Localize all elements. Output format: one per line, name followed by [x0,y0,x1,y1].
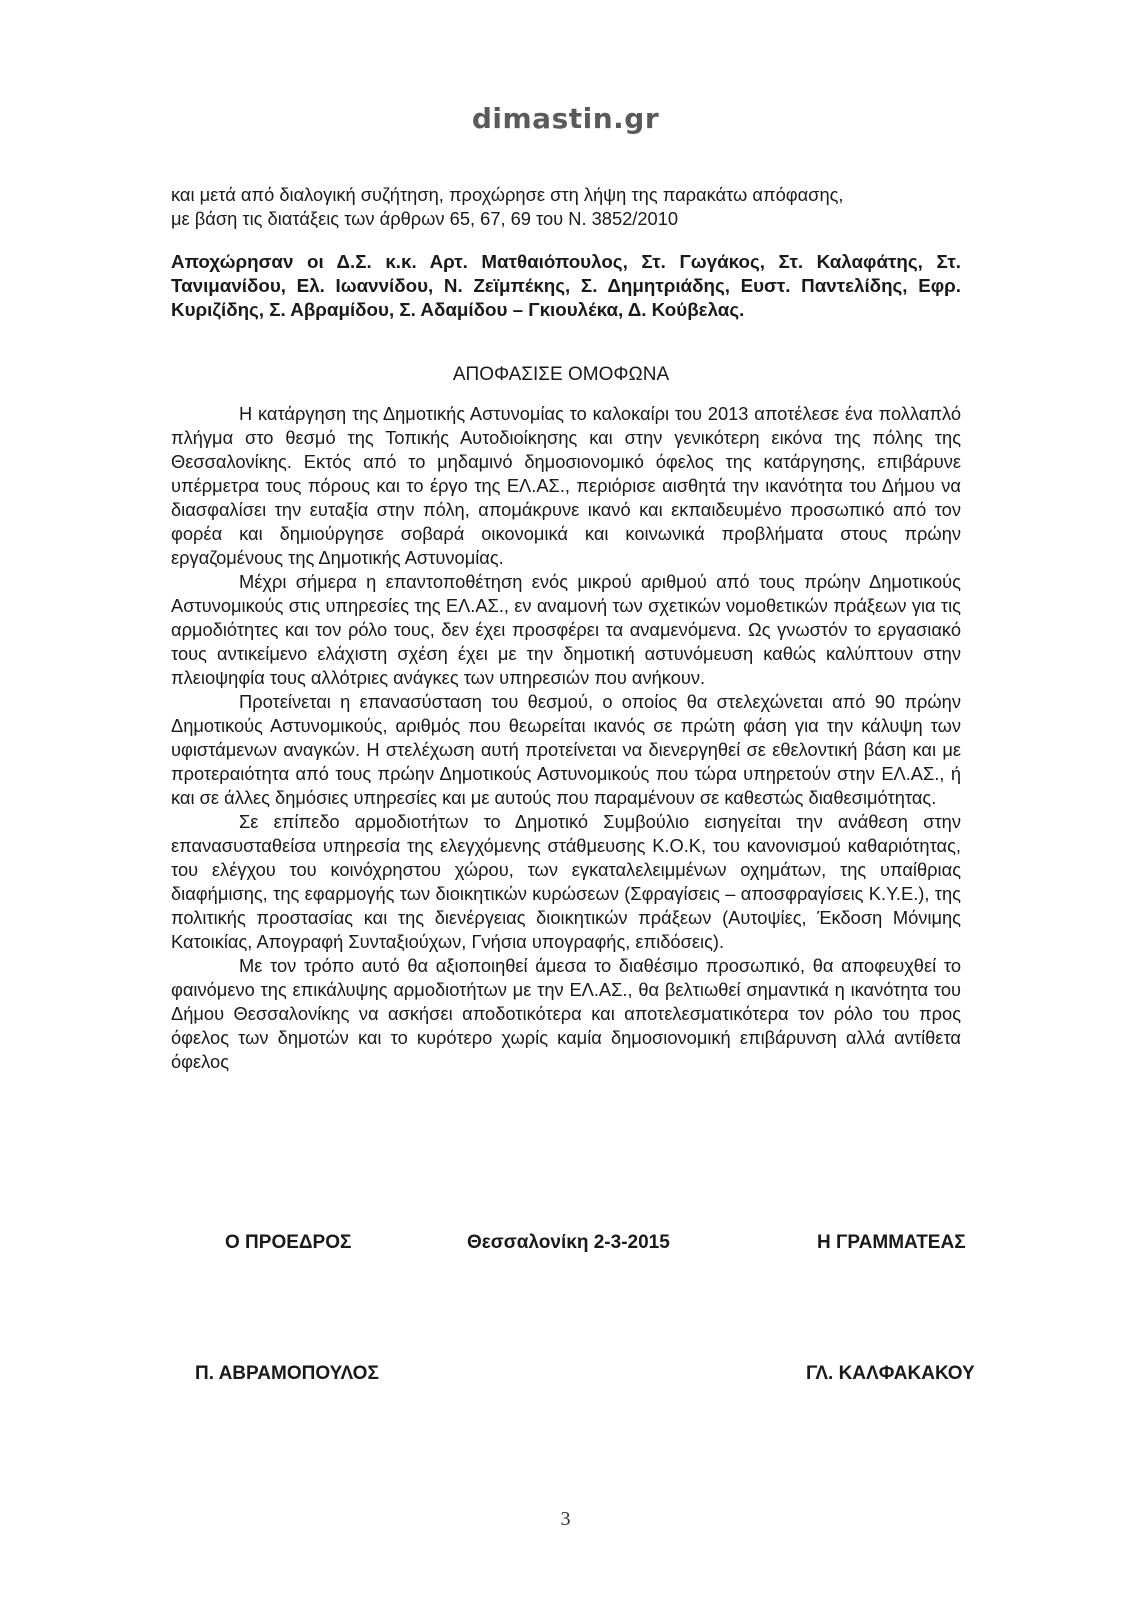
secretary-title: Η ΓΡΑΜΜΑΤΕΑΣ [817,1232,966,1253]
place-date: Θεσσαλονίκη 2-3-2015 [467,1232,670,1253]
page-number: 3 [560,1508,571,1530]
decision-paragraph: Μέχρι σήμερα η επαντοποθέτηση ενός μικρού αριθμού από τους πρώην Δημοτικούς Αστυνομικούς στις υπηρεσίες της ΕΛ.ΑΣ., εν αναμονή των σχετικών νομοθετικών πράξεων για τις αρμοδιότητες και τον ρόλο τους, δεν έχει προσφέρει τα αναμενόμενα. Ως γνωστόν το εργασιακό τους αντικείμενο ελάχιστη σχέση έχει με την δημοτική αστυνόμευση καθώς καλύπτουν στην πλειοψηφία τους αλλότριες ανάγκες των υπηρεσιών που ανήκουν. [171,571,961,688]
intro-text [171,183,961,231]
document-body [171,183,961,1074]
decision-title: ΑΠΟΦΑΣΙΣΕ ΟΜΟΦΩΝΑ [452,364,670,385]
president-title: Ο ΠΡΟΕΔΡΟΣ [225,1232,352,1253]
abstained-members: Αποχώρησαν οι Δ.Σ. κ.κ. Αρτ. Ματθαιόπουλος, Στ. Γωγάκος, Στ. Καλαφάτης, Στ. Τανιμανίδου, Ελ. Ιωαννίδου, Ν. Ζεϊμπέκης, Σ. Δημητριάδης, Ευστ. Παντελίδης, Εφρ. Κυριζίδης, Σ. Αβραμίδου, Σ. Αδαμίδου – Γκιουλέκα, Δ. Κούβελας. [171,251,961,320]
decision-paragraph: Η κατάργηση της Δημοτικής Αστυνομίας το καλοκαίρι του 2013 αποτέλεσε ένα πολλαπλό πλήγμα στο θεσμό της Τοπικής Αυτοδιοίκησης και στην γενικότερη εικόνα της πόλης της Θεσσαλονίκης. Εκτός από το μηδαμινό δημοσιονομικό όφελος της κατάργησης, επιβάρυνε υπέρμετρα τους πόρους και το έργο της ΕΛ.ΑΣ., περιόρισε αισθητά την ικανότητα του Δήμου να διασφαλίσει την ευταξία στην πόλη, απομάκρυνε ικανό και εκπαιδευμένο προσωπικό από τον φορέα και δημιούργησε σοβαρά οικονομικά και κοινωνικά προβλήματα στους πρώην εργαζομένους της Δημοτικής Αστυνομίας. [171,403,961,568]
president-name: Π. ΑΒΡΑΜΟΠΟΥΛΟΣ [195,1363,379,1384]
intro-line: και μετά από διαλογική συζήτηση, προχώρησε στη λήψη της παρακάτω απόφασης, [171,184,844,205]
secretary-name: ΓΛ. ΚΑΛΦΑΚΑΚΟΥ [806,1363,975,1384]
site-watermark: dimastin.gr [471,102,660,135]
decision-paragraph: Σε επίπεδο αρμοδιοτήτων το Δημοτικό Συμβούλιο εισηγείται την ανάθεση στην επανασυσταθείσα υπηρεσία της ελεγχόμενης στάθμευσης Κ.Ο.Κ, του κανονισμού καθαριότητας, του ελέγχου του κοινόχρηστου χώρου, των εγκαταλελειμμένων οχημάτων, της υπαίθριας διαφήμισης, της εφαρμογής των διοικητικών κυρώσεων (Σφραγίσεις – αποσφραγίσεις Κ.Υ.Ε.), της πολιτικής προστασίας και της διενέργειας διοικητικών πράξεων (Αυτοψίες, Έκδοση Μόνιμης Κατοικίας, Απογραφή Συνταξιούχων, Γνήσια υπογραφής, επιδόσεις). [171,811,961,952]
intro-line: με βάση τις διατάξεις των άρθρων 65, 67, 69 του Ν. 3852/2010 [171,208,679,229]
decision-paragraph: Με τον τρόπο αυτό θα αξιοποιηθεί άμεσα το διαθέσιμο προσωπικό, θα αποφευχθεί το φαινόμενο της επικάλυψης αρμοδιοτήτων με την ΕΛ.ΑΣ., θα βελτιωθεί σημαντικά η ικανότητα του Δήμου Θεσσαλονίκης να ασκήσει αποδοτικότερα και αποτελεσματικότερα τον ρόλο του προς όφελος των δημοτών και το κυρότερο χωρίς καμία δημοσιονομική επιβάρυνση αλλά αντίθετα όφελος [171,955,961,1072]
decision-paragraph: Προτείνεται η επανασύσταση του θεσμού, ο οποίος θα στελεχώνεται από 90 πρώην Δημοτικούς Αστυνομικούς, αριθμός που θεωρείται ικανός σε πρώτη φάση για την κάλυψη των υφιστάμενων αναγκών. Η στελέχωση αυτή προτείνεται να διενεργηθεί σε εθελοντική βάση και με προτεραιότητα από τους πρώην Δημοτικούς Αστυνομικούς που τώρα υπηρετούν στην ΕΛ.ΑΣ., ή και σε άλλες δημόσιες υπηρεσίες και με αυτούς που παραμένουν σε καθεστώς διαθεσιμότητας. [171,691,961,808]
